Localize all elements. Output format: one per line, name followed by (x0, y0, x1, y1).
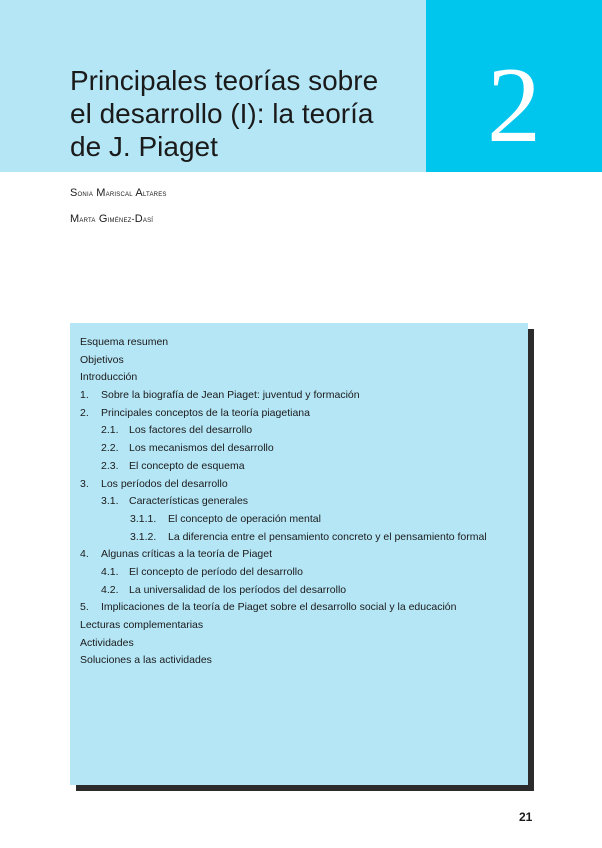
toc-item-text: La universalidad de los períodos del desarrollo (129, 583, 347, 596)
toc-item (80, 513, 508, 526)
toc-item (80, 495, 508, 508)
toc-item-text: El concepto de período del desarrollo (129, 565, 303, 578)
toc-item (80, 442, 508, 455)
toc-item (80, 531, 508, 544)
toc-item (80, 354, 508, 367)
toc-item-text: Lecturas complementarias (80, 619, 204, 631)
toc-item-text: Los períodos del desarrollo (101, 477, 228, 490)
toc-item (80, 654, 508, 667)
toc-item (80, 619, 508, 632)
toc-item-number: 4.1. (101, 565, 119, 578)
toc-item-text: Algunas críticas a la teoría de Piaget (101, 548, 273, 561)
toc-item (80, 584, 508, 597)
toc-item-number: 5. (80, 601, 89, 614)
toc-item-number: 4.2. (101, 583, 119, 596)
toc-item-text: La diferencia entre el pensamiento concreto y el pensamiento formal (168, 530, 487, 543)
toc-item (80, 336, 508, 349)
table-of-contents (70, 323, 528, 785)
toc-item-number: 3. (80, 477, 89, 490)
toc-item-number: 3.1.1. (130, 512, 157, 525)
toc-item-text: Objetivos (80, 353, 124, 366)
toc-item (80, 424, 508, 437)
toc-item-text: Soluciones a las actividades (80, 654, 212, 667)
toc-item-text: Características generales (129, 495, 249, 508)
toc-item-text: Implicaciones de la teoría de Piaget sobre el desarrollo social y la educación (101, 601, 457, 614)
toc-item-text: El concepto de esquema (129, 459, 245, 472)
toc-item-number: 2.1. (101, 424, 119, 437)
toc-item (80, 478, 508, 491)
toc-item (80, 389, 508, 402)
author-name: Sonia Mariscal Altares (70, 187, 167, 199)
chapter-title-line: Principales teorías sobre (70, 65, 379, 96)
chapter-title-line: el desarrollo (I): la teoría (70, 98, 374, 129)
toc-item-text: Introducción (80, 371, 138, 384)
toc-item (80, 371, 508, 384)
toc-item-number: 1. (80, 389, 89, 402)
toc-item (80, 548, 508, 561)
toc-item (80, 601, 508, 614)
toc-item-number: 4. (80, 548, 89, 561)
toc-item-number: 2.2. (101, 442, 119, 455)
authors (70, 186, 167, 238)
toc-item-text: Principales conceptos de la teoría piagetiana (101, 406, 310, 419)
toc-item-text: El concepto de operación mental (168, 512, 321, 525)
toc-item-text: Los mecanismos del desarrollo (129, 442, 274, 455)
toc-item (80, 460, 508, 473)
toc-item-text: Los factores del desarrollo (129, 424, 253, 437)
chapter-number-box (426, 0, 602, 172)
chapter-number: 2 (487, 46, 541, 165)
toc-list (80, 336, 508, 672)
toc-item (80, 407, 508, 420)
chapter-title-line: de J. Piaget (70, 131, 218, 162)
toc-item-number: 3.1.2. (130, 530, 157, 543)
author-name: Marta Giménez-Dasí (70, 213, 154, 225)
toc-item-number: 2.3. (101, 459, 119, 472)
toc-item-number: 2. (80, 406, 89, 419)
chapter-title (70, 64, 420, 163)
toc-item-number: 3.1. (101, 495, 119, 508)
toc-item (80, 637, 508, 650)
toc-item-text: Esquema resumen (80, 336, 169, 348)
toc-item (80, 566, 508, 579)
toc-item-text: Sobre la biografía de Jean Piaget: juventud y formación (101, 389, 360, 402)
toc-item-text: Actividades (80, 636, 134, 649)
page-number: 21 (519, 810, 533, 824)
